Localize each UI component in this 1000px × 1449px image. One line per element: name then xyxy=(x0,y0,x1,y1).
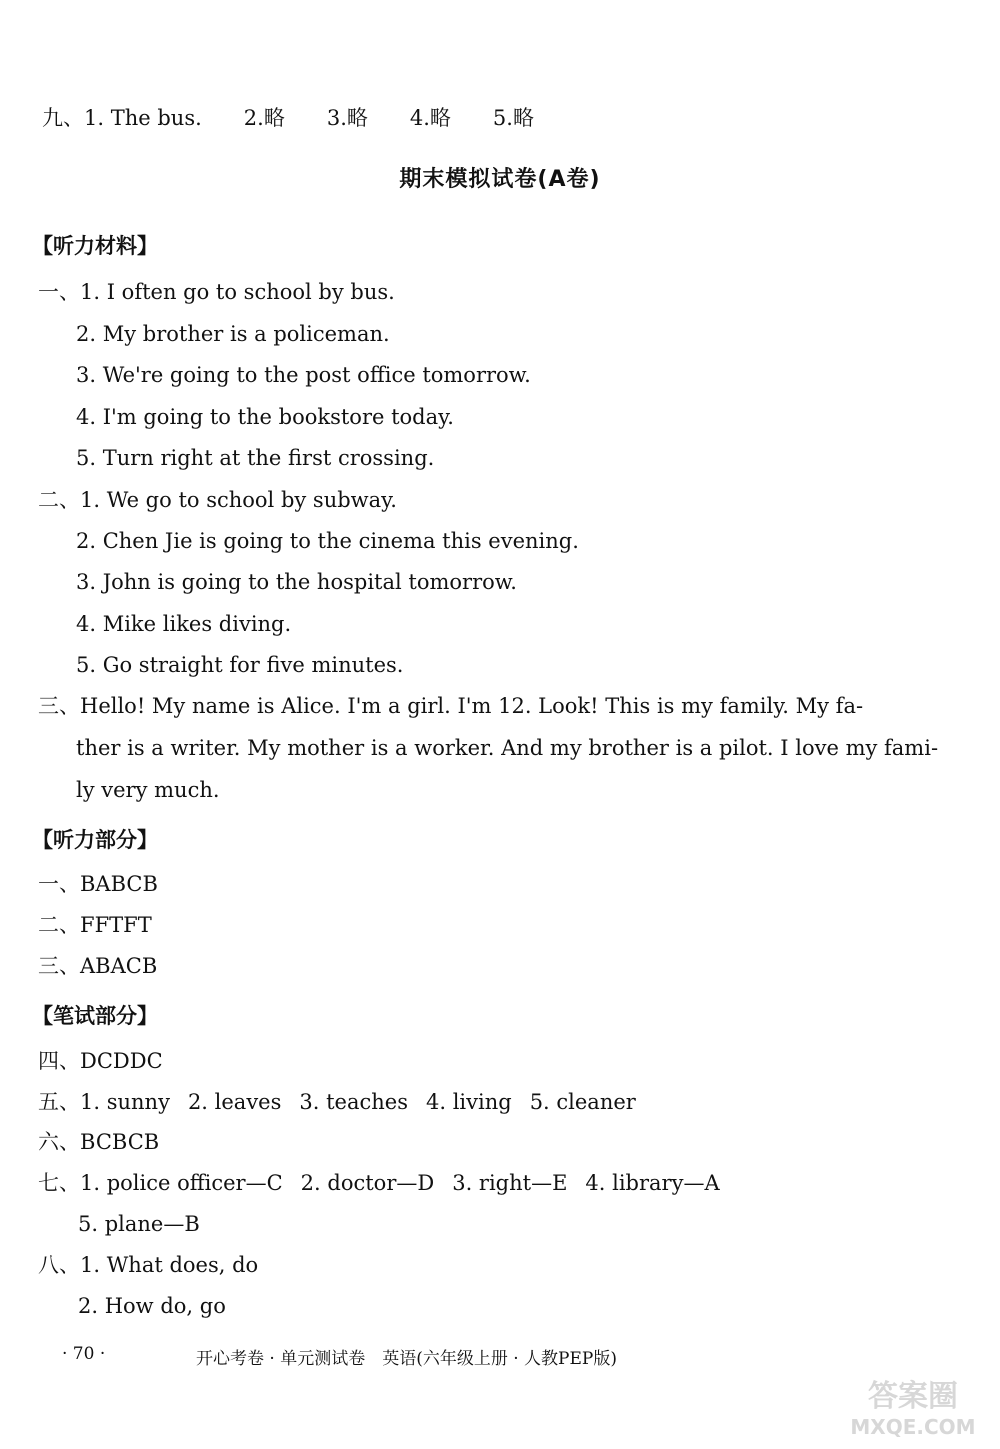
q9-item: 5.略 xyxy=(492,106,534,130)
material-s3-line1 xyxy=(38,692,863,720)
material-s2-prefix: 二、 xyxy=(38,488,80,512)
listening-material-heading: 【听力材料】 xyxy=(32,234,158,258)
book-footer: 开心考卷 · 单元测试卷 英语(六年级上册 · 人教PEP版) xyxy=(196,1349,617,1369)
material-s2-item: 1. We go to school by subway. xyxy=(80,488,397,512)
answer-7-item: 5. plane—B xyxy=(78,1212,200,1236)
answer-7-item: 1. police officer—C xyxy=(80,1171,283,1195)
answer-4: 四、DCDDC xyxy=(38,1049,163,1073)
answer-7-item: 4. library—A xyxy=(585,1171,720,1195)
answer-5 xyxy=(38,1088,636,1116)
material-s1-item: 3. We're going to the post office tomorrow. xyxy=(76,363,531,387)
answer-7-prefix: 七、 xyxy=(38,1171,80,1195)
answer-6: 六、BCBCB xyxy=(38,1130,160,1154)
material-s2-item: 3. John is going to the hospital tomorrow. xyxy=(76,570,517,594)
material-s1-item: 1. I often go to school by bus. xyxy=(80,280,395,304)
q9-item: 4.略 xyxy=(409,106,451,130)
material-s2-line1 xyxy=(38,486,397,514)
exam-title: 期末模拟试卷(A卷) xyxy=(399,167,601,192)
answer-7-item: 3. right—E xyxy=(452,1171,568,1195)
answer-5-item: 1. sunny xyxy=(80,1090,170,1114)
answer-5-item: 2. leaves xyxy=(187,1090,282,1114)
listening-part-heading: 【听力部分】 xyxy=(32,828,158,852)
answer-5-item: 5. cleaner xyxy=(529,1090,636,1114)
answer-5-item: 4. living xyxy=(425,1090,512,1114)
material-s2-item: 2. Chen Jie is going to the cinema this evening. xyxy=(76,529,579,553)
material-s3-prefix: 三、 xyxy=(38,694,80,718)
answer-7 xyxy=(38,1169,720,1197)
answer-7-item: 2. doctor—D xyxy=(300,1171,435,1195)
answer-8-prefix: 八、 xyxy=(38,1253,80,1277)
answer-2: 二、FFTFT xyxy=(38,913,152,937)
watermark-bottom: MXQE.COM xyxy=(850,1415,976,1439)
answer-1: 一、BABCB xyxy=(38,872,158,896)
material-s3-text: ly very much. xyxy=(76,778,220,802)
material-s3-text: ther is a writer. My mother is a worker. And my brother is a pilot. I love my fami- xyxy=(76,736,939,760)
answer-3: 三、ABACB xyxy=(38,954,158,978)
q9-prefix: 九、 xyxy=(42,106,84,130)
material-s3-text: Hello! My name is Alice. I'm a girl. I'm 12. Look! This is my family. My fa- xyxy=(80,694,864,718)
material-s2-item: 4. Mike likes diving. xyxy=(76,612,292,636)
answer-8 xyxy=(38,1251,258,1279)
q9-item: 2.略 xyxy=(243,106,285,130)
q9-item: 1. The bus. xyxy=(84,106,202,130)
answer-5-item: 3. teaches xyxy=(299,1090,408,1114)
answer-8-item: 1. What does, do xyxy=(80,1253,259,1277)
material-s1-prefix: 一、 xyxy=(38,280,80,304)
answer-5-prefix: 五、 xyxy=(38,1090,80,1114)
material-s2-item: 5. Go straight for five minutes. xyxy=(76,653,404,677)
q9-item: 3.略 xyxy=(326,106,368,130)
watermark-top: 答案圈 xyxy=(868,1379,958,1414)
material-s1-line1 xyxy=(38,278,395,306)
answer-8-item: 2. How do, go xyxy=(78,1294,226,1318)
material-s1-item: 2. My brother is a policeman. xyxy=(76,322,390,346)
page-number: · 70 · xyxy=(62,1344,106,1364)
material-s1-item: 4. I'm going to the bookstore today. xyxy=(76,405,454,429)
watermark-logo xyxy=(838,1376,988,1440)
material-s1-item: 5. Turn right at the first crossing. xyxy=(76,446,435,470)
written-part-heading: 【笔试部分】 xyxy=(32,1004,158,1028)
q9-answers xyxy=(42,104,534,132)
